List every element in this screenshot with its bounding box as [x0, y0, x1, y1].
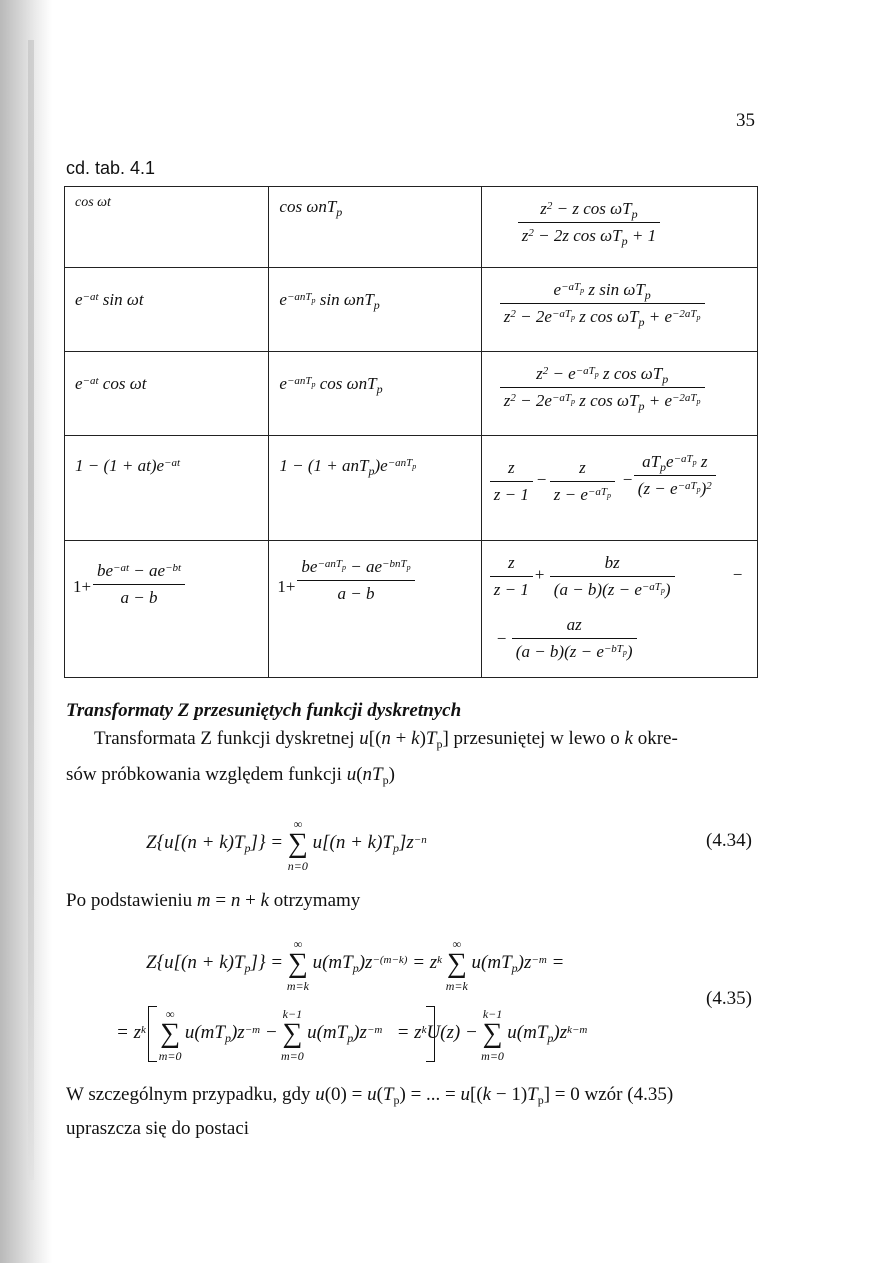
row1-z-transform: $z^2 - z$ $\cos \omega T_p$ $z^2 - 2z$ $\cos \omega T_p + 1$ — [518, 199, 660, 246]
equation-4-34: $Z\{u[(n + k)T_p]\}$ = ∑ ∞ n=0 $u[(n + k)T_p]z^{-n}$ — [146, 817, 427, 873]
table-row — [65, 541, 758, 678]
equation-4-35-line1: $Z\{u[(n + k)T_p]\}$ = ∑ ∞ m=k $u(mT_p)z^{-(m-k)} = z^k$ ∑ ∞ m=k $u(mT_p)z^{-m}$ = — [146, 937, 565, 993]
row2-z-transform: $e^{-aT_p}$ z $\sin \omega T_p$ $z^2 - 2e^{-aT_p}$ z $\cos \omega T_p + e^{-2aT_p}$ — [500, 280, 705, 327]
row3-time-function: $e^{-at}$ cos ωt — [75, 374, 147, 393]
z-transform-table — [64, 186, 758, 678]
row4-discrete-function: $1 - (1 + anT_p)e^{-anT_p}$ — [279, 456, 417, 479]
paragraph-line: Po podstawieniu m = n + k otrzymamy — [66, 890, 361, 911]
table-caption: cd. tab. 4.1 — [66, 158, 156, 178]
row3-z-transform: $z^2 - e^{-aT_p}$ z $\cos \omega T_p$ $z^2 - 2e^{-aT_p}$ z $\cos \omega T_p + e^{-2aT_p}$ — [500, 364, 705, 411]
page-edge-shadow — [0, 0, 52, 1263]
equation-number: (4.34) — [706, 830, 752, 851]
row1-time-function: cos ωt — [75, 195, 111, 210]
row5-time-function: 1+ $be^{-at} - ae^{-bt}$ a − b — [65, 541, 268, 677]
paragraph-line: Transformata Z funkcji dyskretnej $u[(n + k)T_p]$ przesuniętej w lewo o k okre- — [94, 728, 678, 752]
equation-4-35-line2: = $z^k$ ∑ ∞ m=0 $u(mT_p)z^{-m}$ − ∑ k−1 m=0 $u(mT_p)z^{-m} = z^kU(z)$ − ∑ k−1 m=0 $u(mT_p)z^{k-m}$ — [116, 1007, 588, 1063]
row2-discrete-function: $e^{-anT_p}$ sin ωnT$_p$ — [279, 290, 380, 313]
row4-time-function: $1 - (1 + at)e^{-at}$ — [75, 456, 181, 475]
row5-discrete-function: 1+ $be^{-anT_p} - ae^{-bnT_p}$ a − b — [269, 541, 480, 677]
page-binding-mark — [28, 40, 34, 1180]
paragraph-line: upraszcza się do postaci — [66, 1118, 250, 1139]
paragraph-line: sów próbkowania względem funkcji $u(nT_p)$ — [66, 764, 395, 788]
row4-z-transform: z z − 1 − z $z - e^{-aT_p}$ − $aT_pe^{-aT_p}$ z $(z - e^{-aT_p})^2$ — [482, 436, 757, 540]
table-row — [65, 268, 758, 352]
row3-discrete-function: $e^{-anT_p}$ cos ωnT$_p$ — [279, 374, 383, 397]
table-row — [65, 352, 758, 436]
row2-time-function: $e^{-at}$ sin ωt — [75, 290, 144, 309]
table-row — [65, 187, 758, 268]
table-row — [65, 436, 758, 541]
page-number: 35 — [736, 110, 755, 131]
row5-z-transform: z z − 1 + bz $(a - b)(z - e^{-aT_p})$ − − az $(a - b)(z - e^{-bT_p})$ — [482, 541, 757, 677]
equation-number: (4.35) — [706, 988, 752, 1009]
paragraph-line: W szczególnym przypadku, gdy $u(0) = u(T_p)$ = ... = $u[(k - 1)T_p] = 0$ wzór (4.35) — [66, 1084, 674, 1108]
row1-discrete-function: cos ωnT$_p$ — [279, 197, 343, 220]
section-heading: Transformaty Z przesuniętych funkcji dyskretnych — [66, 700, 462, 721]
